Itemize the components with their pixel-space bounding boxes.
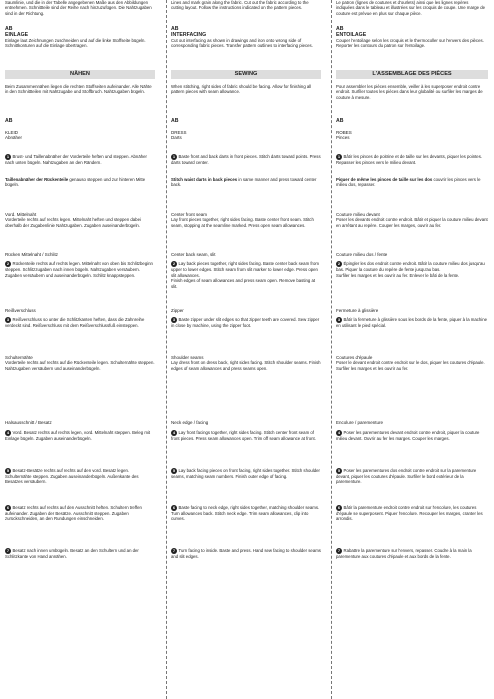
section-code: AB	[336, 118, 344, 124]
step-text: Rückenteile rechts auf rechts legen. Mittelnaht von oben bis Schlitzbeginn steppen. Schlitzzugaben nach innen bügeln. Nahtzugaben versäubern.	[5, 261, 153, 273]
step-number-icon: 3	[172, 317, 176, 323]
step-title: Abnäher	[5, 135, 23, 141]
step-number-icon: 6	[337, 505, 341, 510]
step-title: Rücken Mittelnaht / Schlitz	[5, 252, 59, 257]
intro-text: Lines and mark grain along the fabric. Cut out the fabric according to the cutting layout. Follow the instructions indicated on the pattern pieces.	[171, 0, 309, 11]
step-text: Rabattre la parementure sur l'envers, repasser. Coudre à la main la parementure aux coutures d'épaule et aux bords de la fente.	[336, 548, 472, 559]
step-text: Bâtir la fermeture à glissière sous les bords de la fente, piquer à la machine en utilisant le pied spécial.	[336, 317, 488, 329]
intro-text: Le patron (lignes de coutures et d'ourlets) ainsi que les lignes repères indiquées dans le tableau et illustrées sur les croquis de coupe. Une marge de couture est prévue en plus sur chaque pièce.	[336, 0, 486, 16]
step-number-icon: 7	[337, 548, 341, 553]
step-text: in same manner and press toward center back.	[171, 177, 317, 188]
step-title: Pinces	[336, 135, 350, 141]
step-title: Reißverschluss	[5, 308, 36, 313]
step-title: Encolure / parementure	[336, 420, 384, 425]
step-text: Lay dress front on dress back, right sides facing. Stitch shoulder seams. Finish edges of seam allowances and press seams open.	[171, 360, 321, 371]
step-text: Finish edges of seam allowances and press seam open. Remove basting at slit.	[171, 278, 316, 289]
step-number-icon: 2	[337, 261, 341, 267]
step-text: Lay front pieces together, right sides facing. Baste center front seam. Stitch seam, stopping at the seamline marked. Press open seam allowances.	[171, 217, 314, 228]
step-number-icon: 4	[172, 430, 176, 436]
step-title: Neck edge / facing	[171, 420, 209, 425]
step-text: couvrir les pinces vers le milieu dos, repasser.	[336, 177, 481, 188]
step-number-icon: 6	[172, 505, 176, 510]
step-title: Center front seam	[171, 212, 208, 217]
step-text: Vorderteile rechts auf rechts auf die Rückenteile legen. Schulternähte steppen. Nahtzugaben versäubern und auseinanderbügeln.	[5, 360, 155, 371]
step-text: Baste zipper under slit edges so that zipper teeth are covered. Sew zipper in close by machine, using the zipper foot.	[171, 317, 320, 329]
step-text: Bâtir les pinces de poitrine et de taille sur les devants, piquer les pointes. Repasser les pinces vers le milieu devant.	[336, 154, 483, 165]
step-text: Vorderteile rechts auf rechts legen. Mittelnaht heften und steppen dabei oberhalb der Zugabenlinie Nahtzugaben. Zugaben auseinanderbügeln.	[5, 217, 141, 228]
step-title: Taillenabnäher der Rückenteile	[5, 177, 69, 182]
step-text: Zugaben versäubern und auseinanderbügeln. Schlitz knappsteppen.	[5, 272, 136, 278]
intro-text: Saumlinie, und die in der Tabelle angegebenen Maße aus den Abbildungen entnehmen. Schnittteile sind der Reihe nach hinzuzufügen. Die Nahtzugaben sind in der Richtung.	[5, 0, 152, 16]
step-number-icon: 1	[172, 154, 176, 159]
step-number-icon: 2	[172, 261, 176, 267]
step-title: Couture milieu dos / fente	[336, 252, 388, 257]
step-title: Stitch waist darts in back pieces	[171, 177, 238, 182]
step-number-icon: 5	[6, 468, 10, 473]
section-text: Couper l'entoilage selon les croquis et le thermocoller sur l'envers des pièces. Reporter les contours du patron sur l'entoilage.	[336, 38, 484, 49]
section-title: EINLAGE	[5, 32, 29, 38]
step-text: Poser le devant endroit contre endroit sur le dos, piquer les coutures d'épaule. Surfiler les marges et les ouvrir au fer.	[336, 360, 485, 371]
band-text: Beim Zusammennähen liegen die rechten Stoffseiten aufeinander. Alle Nähte in den Schnittteilen mit Nahtzugabe und Stoffbruch. Nahtzugaben bügeln.	[5, 84, 152, 95]
section-code: AB	[171, 26, 179, 32]
step-title: Piquer de même les pinces de taille sur les dos	[336, 177, 433, 182]
step-text: Baste facing to neck edge, right sides together, matching shoulder seams. Turn allowances back. Stitch neck edge. Trim seam allowances, clip into curves.	[171, 505, 320, 522]
step-title: Vord. Mittelnaht	[5, 212, 37, 217]
section-band: SEWING	[171, 70, 321, 79]
step-number-icon: 3	[337, 317, 341, 323]
garment-title: KLEID	[5, 130, 19, 135]
step-title: Coutures d'épaule	[336, 355, 373, 360]
column-divider-1	[166, 0, 167, 699]
step-text: Turn facing to inside. Baste and press. Hand sew facing to shoulder seams and slit edges.	[171, 548, 321, 559]
step-text: Besatz nach innen umbügeln. Besatz an den Schultern und an der Schlitzkante von Hand annähen.	[5, 548, 139, 559]
step-number-icon: 7	[6, 548, 10, 553]
step-text: Reißverschluss so unter die Schlitzkanten heften, dass die Zahnreihe verdeckt sind. Reißverschluss mit dem Reißverschlussfuß einsteppen.	[5, 317, 145, 329]
step-text: Bâtir la parementure endroit contre endroit sur l'encolure, les coutures d'épaule se superposent. Piquer l'encolure. Recouper les marges, cranter les arrondis.	[336, 505, 483, 522]
step-text: Lay front facings together, right sides facing. Stitch center front seam of front pieces. Press seam allowances open. Trim off seam allowance at front.	[171, 430, 316, 442]
step-title: Shoulder seams	[171, 355, 204, 360]
column-divider-2	[331, 0, 332, 699]
step-title: Couture milieu devant	[336, 212, 380, 217]
garment-title: DRESS	[171, 130, 187, 135]
step-title: Zipper	[171, 308, 184, 313]
step-text: Baste front and back darts in front pieces. Stitch darts toward points. Press darts toward center.	[171, 154, 321, 165]
section-text: Einlage laut Zeichnungen zuschneiden und auf die linke Stoffseite bügeln. Schnittkonturen auf die Einlage übertragen.	[5, 38, 146, 49]
section-code: AB	[171, 118, 179, 124]
step-text: Besatz rechts auf rechts auf den Ausschnitt heften. Schultern treffen aufeinander. Zugaben der Besätze. Ausschnitt steppen. Zugaben zurückschneiden, an den Rundungen einschneiden.	[5, 505, 142, 522]
step-text: genauso steppen und zur hinteren Mitte bügeln.	[5, 177, 146, 188]
step-number-icon: 5	[337, 468, 341, 473]
step-title: Center back seam, slit	[171, 252, 216, 257]
step-text: Poser les parementures dos endroit contre endroit sur la parementure devant, piquer les coutures d'épaule. Surfiler le bord extérieur de la parementure.	[336, 468, 477, 485]
band-text: When stitching, right sides of fabric should be facing. Allow for finishing all pattern pieces with seam allowance.	[171, 84, 312, 95]
step-text: Épingler les dos endroit contre endroit. Bâtir la couture milieu dos jusqu'au bas. Piquer la couture du repère de fente jusqu'au bas.	[336, 261, 485, 273]
band-text: Pour assembler les pièces ensemble, veiller à les superposer endroit contre endroit. Surfiler toutes les pièces dans leur globalité ou surfiler les marges de couture à mesure.	[336, 84, 483, 100]
step-number-icon: 2	[6, 261, 10, 267]
step-title: Darts	[171, 135, 182, 141]
step-number-icon: 5	[172, 468, 176, 473]
section-code: AB	[5, 26, 13, 32]
step-number-icon: 4	[337, 430, 341, 436]
garment-title: ROBES	[336, 130, 352, 135]
step-text: Surfiler les marges et les ouvrir au fer. Enlever le bâti de la fente.	[336, 272, 460, 278]
step-text: Poser les parementures devant endroit contre endroit, piquer la couture milieu devant. Ouvrir au fer les marges. Couper les marges.	[336, 430, 480, 442]
step-text: Lay back pieces together, right sides facing. Baste center back seam from upper to lower edges. Stitch seam from slit marker to lower edge. Press open slit allowances.	[171, 261, 319, 278]
step-text: Poser les devants endroit contre endroit. Bâtir et piquer la couture milieu devant en arrêtant au repère. Couper les marges, ouvrir au fer.	[336, 217, 488, 228]
step-number-icon: 1	[337, 154, 341, 159]
section-title: INTERFACING	[171, 32, 207, 38]
section-band: L'ASSEMBLAGE DES PIÈCES	[336, 70, 488, 79]
step-number-icon: 3	[6, 317, 10, 323]
step-title: Halsausschnitt / Besatz	[5, 420, 52, 425]
step-number-icon: 6	[6, 505, 10, 510]
section-code: AB	[5, 118, 13, 124]
step-number-icon: 7	[172, 548, 176, 553]
step-text: Brust- und Taillenabnäher der Vorderteile heften und steppen. Abnäher nach unten bügeln. Nahtzugaben an den Rändern.	[5, 154, 147, 165]
section-title: ENTOILAGE	[336, 32, 367, 38]
step-text: Besatz-Besätze rechts auf rechts auf den vord. Besatz legen. Schulternähte steppen. Zugaben auseinanderbügeln. Außenkante des Besatzes versäubern.	[5, 468, 139, 485]
step-number-icon: 1	[6, 154, 10, 159]
step-title: Fermeture à glissière	[336, 308, 379, 313]
step-title: Schulternähte	[5, 355, 33, 360]
section-text: Cut out interfacing as shown in drawings and iron onto wrong side of corresponding fabric pieces. Transfer pattern outlines to interfacing pieces.	[171, 38, 313, 49]
section-band: NÄHEN	[5, 70, 155, 79]
section-code: AB	[336, 26, 344, 32]
step-text: Vord. Besatz rechts auf rechts legen, vord. Mittelnaht steppen. Beleg mit Einlage bügeln. Zugaben auseinanderbügeln.	[5, 430, 151, 442]
step-text: Lay back facing pieces on front facing, right sides together. Stitch shoulder seams, matching seam numbers. Finish outer edge of facing.	[171, 468, 320, 479]
step-number-icon: 4	[6, 430, 10, 436]
